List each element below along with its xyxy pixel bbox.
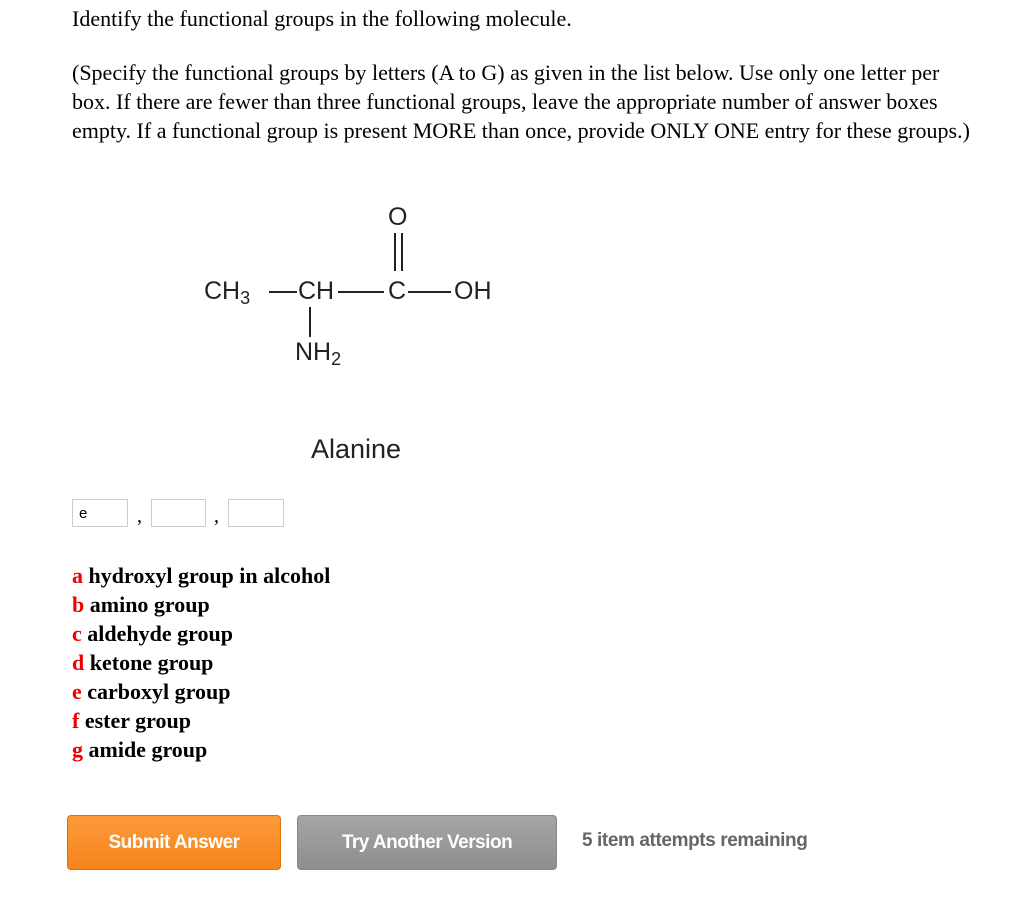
ch3-subscript: 3	[240, 288, 251, 308]
single-bond	[269, 291, 297, 293]
option-label: carboxyl group	[87, 679, 231, 704]
option-letter: d	[72, 650, 85, 675]
atom-oh: OH	[454, 277, 492, 305]
option-label: amide group	[88, 737, 208, 762]
single-bond	[338, 291, 384, 293]
option-item	[72, 648, 330, 677]
option-letter: e	[72, 679, 82, 704]
nh2-subscript: 2	[331, 349, 342, 369]
option-letter: b	[72, 592, 85, 617]
option-item	[72, 677, 330, 706]
molecule-name: Alanine	[311, 434, 402, 464]
option-label: hydroxyl group in alcohol	[88, 563, 331, 588]
option-letter: g	[72, 737, 83, 762]
answer-box-3[interactable]	[228, 499, 284, 527]
atom-nh2	[295, 338, 341, 370]
option-item	[72, 706, 330, 735]
options-list	[72, 561, 330, 764]
separator: ,	[137, 505, 142, 527]
separator: ,	[214, 505, 219, 527]
option-item	[72, 561, 330, 590]
answer-box-1[interactable]	[72, 499, 128, 527]
option-label: ester group	[84, 708, 191, 733]
option-item	[72, 619, 330, 648]
option-letter: a	[72, 563, 83, 588]
try-another-version-button[interactable]: Try Another Version	[297, 815, 557, 870]
atom-ch3	[204, 277, 250, 309]
submit-answer-button[interactable]: Submit Answer	[67, 815, 281, 870]
atom-o: O	[388, 203, 408, 231]
attempts-remaining: 5 item attempts remaining	[582, 830, 808, 851]
atom-ch: CH	[298, 277, 335, 305]
option-label: ketone group	[89, 650, 214, 675]
double-bond-line	[394, 233, 396, 271]
option-item	[72, 735, 330, 764]
option-label: amino group	[89, 592, 210, 617]
single-bond	[408, 291, 451, 293]
answer-box-2[interactable]	[151, 499, 206, 527]
nh2-text: NH	[295, 338, 332, 366]
single-bond	[309, 307, 311, 337]
question-instructions: (Specify the functional groups by letters (A to G) as given in the list below. Use only one letter per box. If there are fewer than three functional groups, leave the appropriate number of answer boxes empty. If a functional group is present MORE than once, provide ONLY ONE entry for these groups.)	[72, 60, 970, 143]
question-title: Identify the functional groups in the following molecule.	[72, 6, 572, 31]
option-label: aldehyde group	[87, 621, 233, 646]
double-bond-line	[401, 233, 403, 271]
atom-c: C	[388, 277, 407, 305]
ch3-text: CH	[204, 277, 241, 305]
option-letter: c	[72, 621, 82, 646]
option-letter: f	[72, 708, 80, 733]
option-item	[72, 590, 330, 619]
